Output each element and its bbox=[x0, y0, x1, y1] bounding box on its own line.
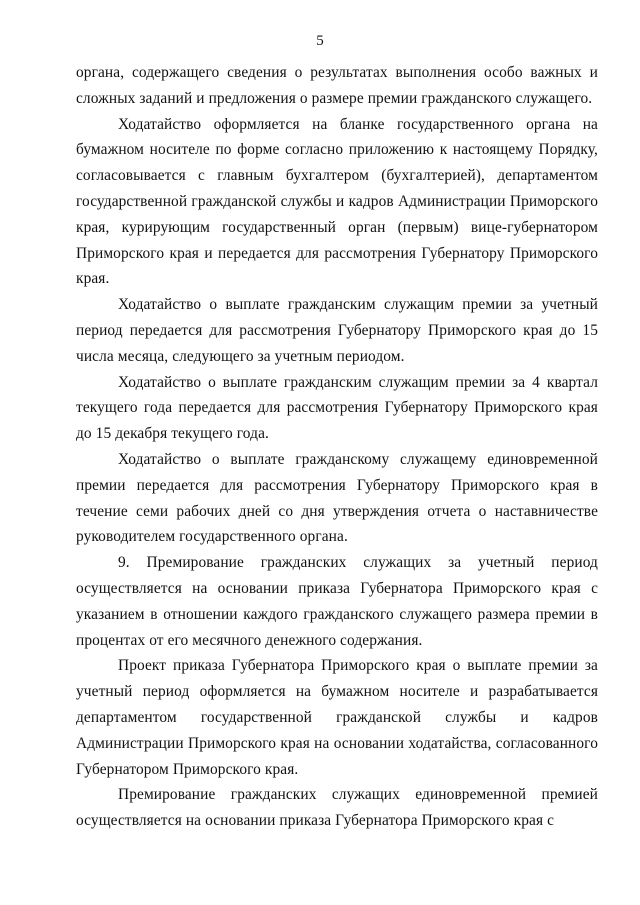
paragraph: 9. Премирование гражданских служащих за учетный период осуществляется на основании приказа Губернатора Приморского края с указанием в отношении каждого гражданского служащего размера премии в процентах от его месячного денежного содержания. bbox=[76, 554, 598, 649]
paragraph: Ходатайство о выплате гражданскому служащему единовременной премии передается для рассмотрения Губернатору Приморского края в течение семи рабочих дней со дня утверждения отчета о наставничестве руководителем государственного органа. bbox=[76, 450, 598, 546]
paragraph: Ходатайство о выплате гражданским служащим премии за учетный период передается для рассмотрения Губернатору Приморского края до 15 числа месяца, следующего за учетным периодом. bbox=[76, 296, 598, 365]
paragraph: Премирование гражданских служащих единовременной премией осуществляется на основании приказа Губернатора Приморского края с bbox=[76, 786, 598, 830]
paragraph: органа, содержащего сведения о результатах выполнения особо важных и сложных заданий и предложения о размере премии гражданского служащего. bbox=[76, 64, 598, 107]
paragraph: Ходатайство о выплате гражданским служащим премии за 4 квартал текущего года передается для рассмотрения Губернатору Приморского края до 15 декабря текущего года. bbox=[76, 373, 598, 443]
paragraph: Проект приказа Губернатора Приморского края о выплате премии за учетный период оформляется на бумажном носителе и разрабатывается департаментом государственной гражданской службы и кадров Администрации Приморского края на основании ходатайства, согласованного Губернатором Приморского края. bbox=[76, 657, 598, 778]
document-body bbox=[76, 60, 598, 834]
page-number: 5 bbox=[316, 33, 324, 49]
paragraph: Ходатайство оформляется на бланке государственного органа на бумажном носителе по форме согласно приложению к настоящему Порядку, согласовывается с главным бухгалтером (бухгалтерией), департаментом государственной гражданской службы и кадров Администрации Приморского края, курирующим государственный орган (первым) вице-губернатором Приморского края и передается для рассмотрения Губернатору Приморского края. bbox=[76, 115, 598, 288]
